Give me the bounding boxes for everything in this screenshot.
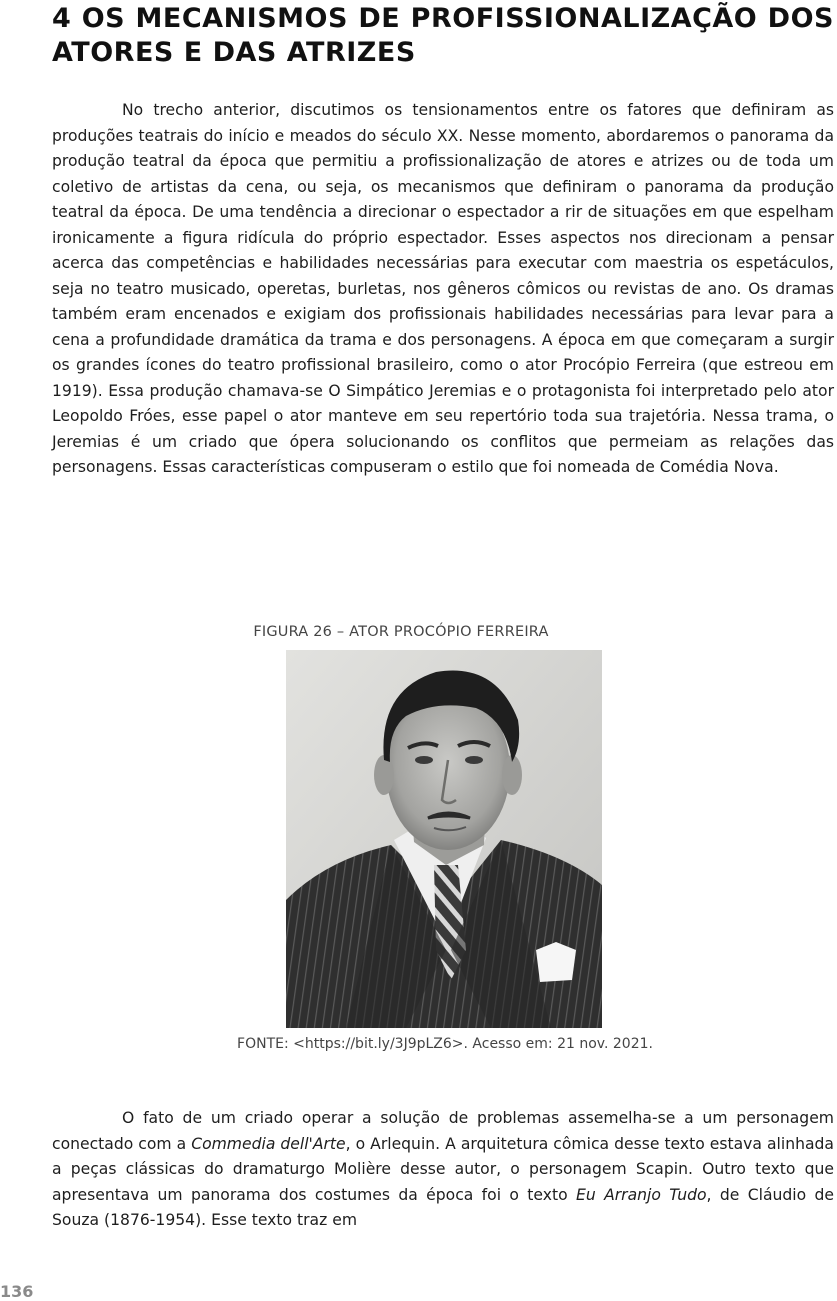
actor-portrait-photo	[286, 650, 602, 1028]
paragraph-2-italic-2: Eu Arranjo Tudo	[576, 1185, 707, 1204]
paragraph-2-italic-1: Commedia dell'Arte	[191, 1134, 346, 1153]
figure-source: FONTE: <https://bit.ly/3J9pLZ6>. Acesso em: 21 nov. 2021.	[237, 1036, 653, 1052]
section-heading: 4 OS MECANISMOS DE PROFISSIONALIZAÇÃO DOS ATORES E DAS ATRIZES	[52, 3, 834, 68]
paragraph-2-text-3: , de Cláudio de Souza (1876-1954). Esse texto traz em	[52, 1185, 835, 1229]
body-paragraph-2	[52, 1106, 834, 1234]
figure	[0, 624, 837, 1052]
paragraph-2-text-2: , o Arlequin. A arquitetura cômica desse texto estava alinhada a peças clássicas do dramaturgo Molière desse autor, o personagem Scapin. Outro texto que apresentava um panorama dos costumes da época foi o texto	[52, 1134, 834, 1204]
paragraph-2-text-1: O fato de um criado operar a solução de problemas assemelha-se a um personagem conectado com a	[52, 1109, 834, 1153]
page-number: 136	[0, 1282, 34, 1301]
body-paragraph-1: No trecho anterior, discutimos os tensionamentos entre os fatores que definiram as produções teatrais do início e meados do século XX. Nesse momento, abordaremos o panorama da produção teatral da época que permitiu a profissionalização de atores e atrizes ou de toda um coletivo de artistas da cena, ou seja, os mecanismos que definiram o panorama da produção teatral da época. De uma tendência a direcionar o espectador a rir de situações em que espelham ironicamente a figura ridícula do próprio espectador. Esses aspectos nos direcionam a pensar acerca das competências e habilidades necessárias para executar com maestria os espetáculos, seja no teatro musicado, operetas, burletas, nos gêneros cômicos ou revistas de ano. Os dramas também eram encenados e exigiam dos profissionais habilidades necessárias para levar para a cena a profundidade dramática da trama e dos personagens. A época em que começaram a surgir os grandes ícones do teatro profissional brasileiro, como o ator Procópio Ferreira (que estreou em 1919). Essa produção chamava-se O Simpático Jeremias e o protagonista foi interpretado pelo ator Leopoldo Fróes, esse papel o ator manteve em seu repertório toda sua trajetória. Nessa trama, o Jeremias é um criado que ópera solucionando os conflitos que permeiam as relações das personagens. Essas características compuseram o estilo que foi nomeada de Comédia Nova.	[52, 101, 834, 476]
figure-caption: FIGURA 26 – ATOR PROCÓPIO FERREIRA	[253, 624, 549, 640]
